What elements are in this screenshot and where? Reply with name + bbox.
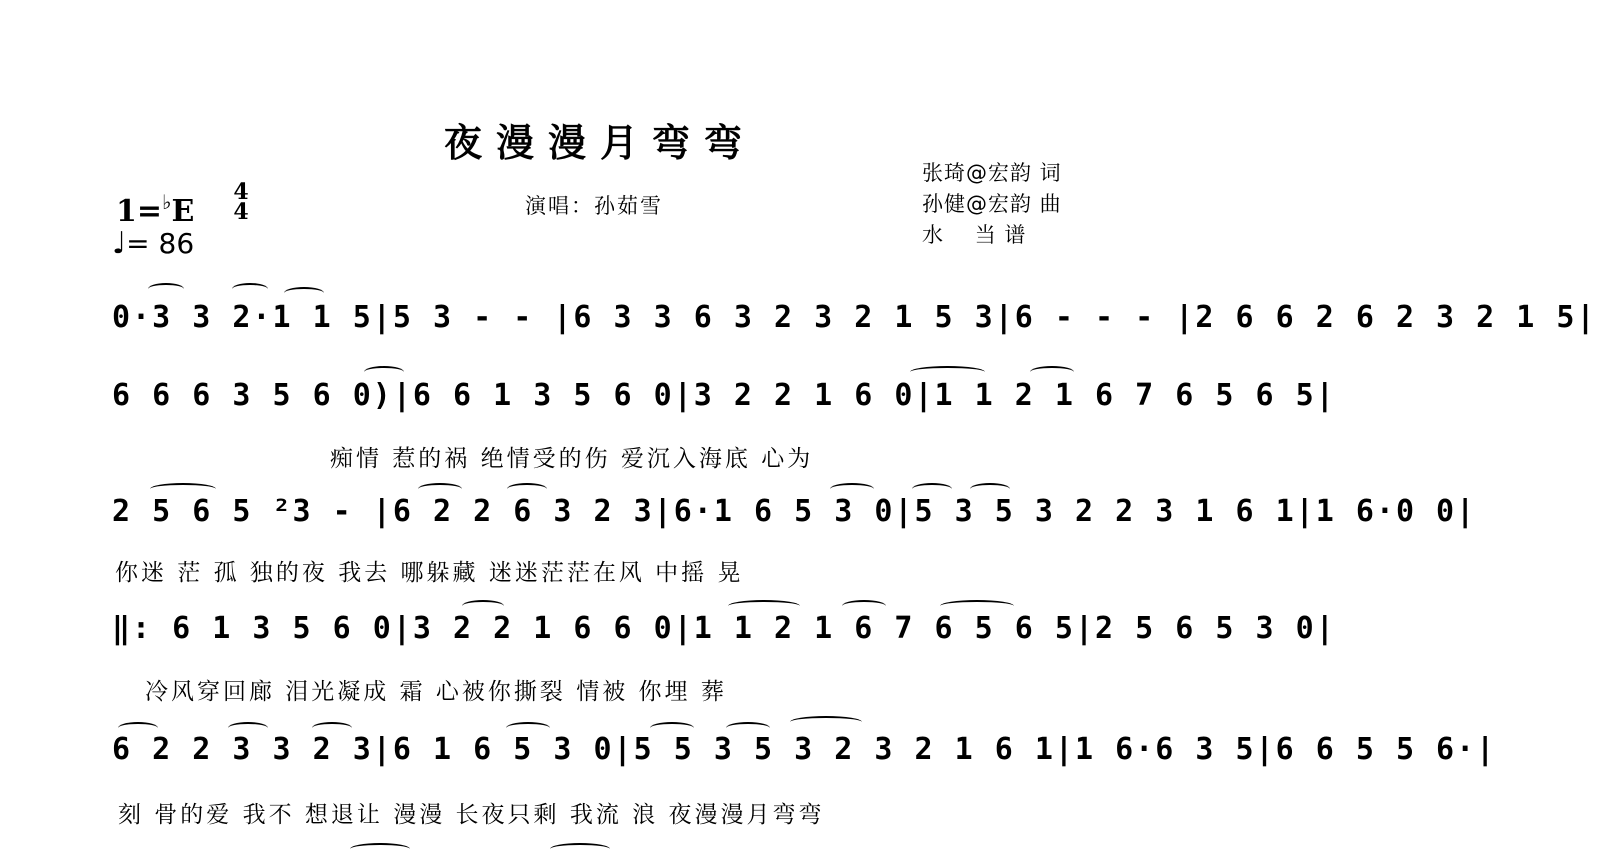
slur-mark [726, 722, 770, 734]
score-line-3: 2 5 6 5 ²3 - |6 2 2 6 3 2 3|6·1 6 5 3 0|5 3 5 3 2 2 3 1 6 1|1 6·0 0| [112, 494, 1477, 529]
slur-mark [507, 483, 547, 495]
slur-mark [550, 843, 610, 855]
slur-mark [912, 483, 952, 495]
slur-mark [940, 600, 1014, 612]
composer-credit: 孙健@宏韵 曲 [922, 192, 1062, 216]
slur-mark [350, 843, 410, 855]
score-line-4: ‖: 6 1 3 5 6 0|3 2 2 1 6 6 0|1 1 2 1 6 7 6 5 6 5|2 5 6 5 3 0| [112, 611, 1336, 646]
singer-credit: 演唱：孙茹雪 [525, 194, 663, 218]
time-signature-top: 4 [233, 179, 249, 205]
song-title: 夜漫漫月弯弯 [443, 120, 756, 165]
slur-mark [1030, 366, 1074, 378]
slur-mark [830, 483, 874, 495]
lyric-line-2: 痴情 惹的祸 绝情受的伤 爱沉入海底 心为 [330, 446, 814, 472]
slur-mark [790, 716, 862, 728]
slur-mark [910, 366, 985, 378]
slur-mark [118, 722, 158, 734]
slur-mark [970, 483, 1010, 495]
lyric-line-5: 刻 骨的爱 我不 想退让 漫漫 长夜只剩 我流 浪 夜漫漫月弯弯 [118, 802, 825, 828]
slur-mark [842, 600, 886, 612]
transcriber-credit: 水 当 谱 [922, 223, 1027, 247]
flat-icon: ♭ [162, 190, 172, 214]
slur-mark [506, 722, 550, 734]
lyric-line-3: 你迷 茫 孤 独的夜 我去 哪躲藏 迷迷茫茫在风 中摇 晃 [115, 560, 744, 586]
score-line-1: 0·3 3 2·1 1 5|5 3 - - |6 3 3 6 3 2 3 2 1 5 3|6 - - - |2 6 6 2 6 2 3 2 1 5| [112, 300, 1597, 335]
score-line-5: 6 2 2 3 3 2 3|6 1 6 5 3 0|5 5 3 5 3 2 3 2 1 6 1|1 6·6 3 5|6 6 5 5 6·| [112, 732, 1497, 767]
score-line-2: 6 6 6 3 5 6 0)|6 6 1 3 5 6 0|3 2 2 1 6 0|1 1 2 1 6 7 6 5 6 5| [112, 378, 1336, 413]
slur-mark [148, 283, 184, 295]
slur-mark [462, 600, 504, 612]
key-signature: 1=♭E [116, 190, 195, 229]
slur-mark [284, 287, 324, 299]
slur-mark [312, 722, 352, 734]
slur-mark [150, 483, 216, 495]
time-signature [230, 179, 252, 225]
slur-mark [232, 283, 268, 295]
slur-mark [650, 722, 694, 734]
time-signature-bottom: 4 [233, 199, 249, 225]
slur-mark [364, 366, 404, 378]
slur-mark [228, 722, 268, 734]
slur-mark [728, 600, 800, 612]
credits-block [922, 158, 1062, 251]
quarter-note-icon: ♩ [112, 226, 127, 261]
tempo-marking: ♩= 86 [112, 226, 195, 261]
lyricist-credit: 张琦@宏韵 词 [922, 161, 1062, 185]
slur-mark [418, 483, 462, 495]
lyric-line-4: 冷风穿回廊 泪光凝成 霜 心被你撕裂 情被 你埋 葬 [145, 679, 727, 705]
